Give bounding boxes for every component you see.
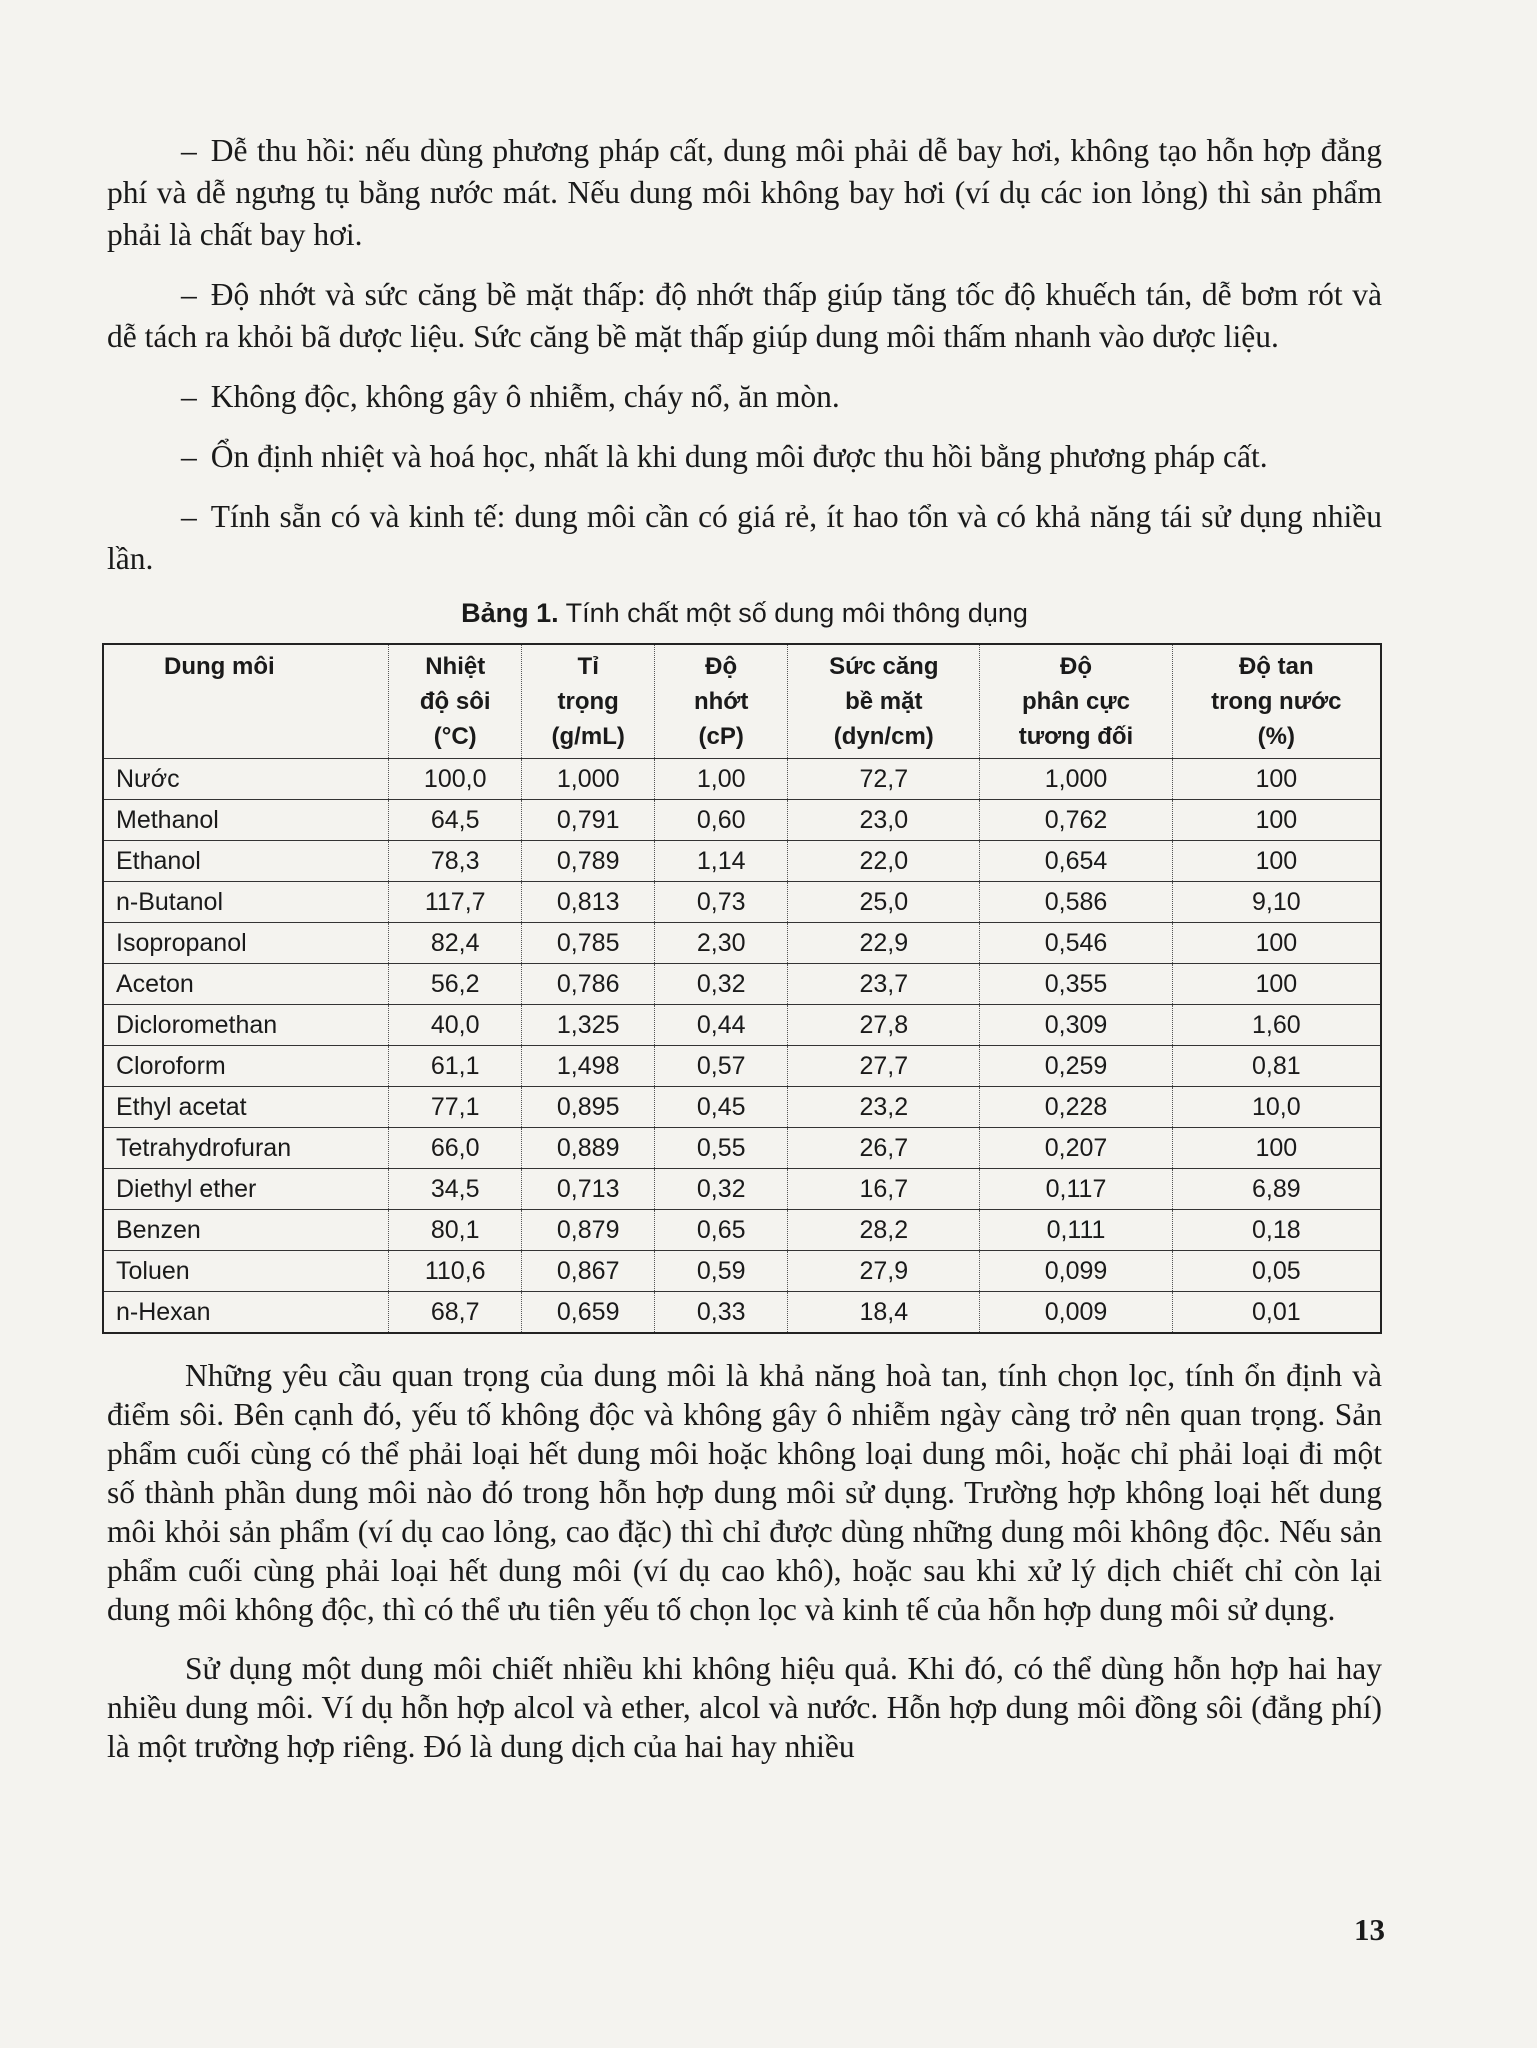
value-cell: 66,0	[389, 1128, 522, 1169]
value-cell: 100	[1172, 964, 1381, 1005]
table-row	[103, 1169, 1381, 1210]
value-cell: 9,10	[1172, 882, 1381, 923]
value-cell: 56,2	[389, 964, 522, 1005]
value-cell: 0,117	[980, 1169, 1172, 1210]
table-body	[103, 759, 1381, 1334]
table-header-row	[103, 644, 1381, 759]
value-cell: 27,9	[788, 1251, 980, 1292]
value-cell: 0,355	[980, 964, 1172, 1005]
value-cell: 68,7	[389, 1292, 522, 1334]
value-cell: 1,60	[1172, 1005, 1381, 1046]
table-row	[103, 1046, 1381, 1087]
bullet-item: – Độ nhớt và sức căng bề mặt thấp: độ nhớt thấp giúp tăng tốc độ khuếch tán, dễ bơm rót và dễ tách ra khỏi bã dược liệu. Sức căng bề mặt thấp giúp dung môi thấm nhanh vào dược liệu.	[107, 277, 1382, 354]
bullet-item: – Dễ thu hồi: nếu dùng phương pháp cất, dung môi phải dễ bay hơi, không tạo hỗn hợp đẳng phí và dễ ngưng tụ bằng nước mát. Nếu dung môi không bay hơi (ví dụ các ion lỏng) thì sản phẩm phải là chất bay hơi.	[107, 133, 1382, 252]
value-cell: 0,259	[980, 1046, 1172, 1087]
table-row	[103, 923, 1381, 964]
value-cell: 0,44	[655, 1005, 788, 1046]
dash: –	[181, 379, 197, 414]
bullet-item: – Ổn định nhiệt và hoá học, nhất là khi dung môi được thu hồi bằng phương pháp cất.	[181, 439, 1268, 474]
value-cell: 1,498	[522, 1046, 655, 1087]
value-cell: 0,33	[655, 1292, 788, 1334]
value-cell: 0,32	[655, 1169, 788, 1210]
value-cell: 1,325	[522, 1005, 655, 1046]
value-cell: 82,4	[389, 923, 522, 964]
value-cell: 22,9	[788, 923, 980, 964]
solvent-properties-table	[102, 643, 1382, 1334]
value-cell: 100	[1172, 841, 1381, 882]
table-row	[103, 1210, 1381, 1251]
value-cell: 0,01	[1172, 1292, 1381, 1334]
column-header: Dung môi	[103, 644, 389, 759]
value-cell: 77,1	[389, 1087, 522, 1128]
table-row	[103, 1251, 1381, 1292]
table-row	[103, 1005, 1381, 1046]
solvent-name-cell: Aceton	[103, 964, 389, 1005]
value-cell: 0,659	[522, 1292, 655, 1334]
value-cell: 10,0	[1172, 1087, 1381, 1128]
value-cell: 61,1	[389, 1046, 522, 1087]
value-cell: 6,89	[1172, 1169, 1381, 1210]
value-cell: 0,813	[522, 882, 655, 923]
value-cell: 110,6	[389, 1251, 522, 1292]
body-text	[107, 1356, 1382, 1766]
solvent-name-cell: Dicloromethan	[103, 1005, 389, 1046]
value-cell: 0,81	[1172, 1046, 1381, 1087]
table-row	[103, 800, 1381, 841]
table-row	[103, 1128, 1381, 1169]
value-cell: 117,7	[389, 882, 522, 923]
value-cell: 100	[1172, 923, 1381, 964]
value-cell: 1,000	[980, 759, 1172, 800]
value-cell: 0,65	[655, 1210, 788, 1251]
table-row	[103, 841, 1381, 882]
value-cell: 100	[1172, 1128, 1381, 1169]
solvent-name-cell: Tetrahydrofuran	[103, 1128, 389, 1169]
table-row	[103, 882, 1381, 923]
solvent-name-cell: Isopropanol	[103, 923, 389, 964]
value-cell: 0,099	[980, 1251, 1172, 1292]
page-number: 13	[1354, 1912, 1385, 1947]
table-caption	[107, 598, 1382, 629]
value-cell: 78,3	[389, 841, 522, 882]
value-cell: 100,0	[389, 759, 522, 800]
solvent-name-cell: Benzen	[103, 1210, 389, 1251]
value-cell: 0,879	[522, 1210, 655, 1251]
dash: –	[181, 133, 197, 168]
value-cell: 0,546	[980, 923, 1172, 964]
value-cell: 0,45	[655, 1087, 788, 1128]
document-page	[107, 130, 1382, 1786]
table-row	[103, 1292, 1381, 1334]
value-cell: 2,30	[655, 923, 788, 964]
column-header: Độ phân cực tương đối	[980, 644, 1172, 759]
value-cell: 16,7	[788, 1169, 980, 1210]
value-cell: 100	[1172, 800, 1381, 841]
requirement-list	[107, 130, 1382, 580]
value-cell: 27,8	[788, 1005, 980, 1046]
value-cell: 0,05	[1172, 1251, 1381, 1292]
value-cell: 18,4	[788, 1292, 980, 1334]
dash: –	[181, 499, 197, 534]
value-cell: 0,18	[1172, 1210, 1381, 1251]
solvent-name-cell: n-Butanol	[103, 882, 389, 923]
column-header: Sức căng bề mặt (dyn/cm)	[788, 644, 980, 759]
value-cell: 0,713	[522, 1169, 655, 1210]
value-cell: 0,55	[655, 1128, 788, 1169]
table-row	[103, 964, 1381, 1005]
value-cell: 22,0	[788, 841, 980, 882]
value-cell: 0,789	[522, 841, 655, 882]
table-row	[103, 1087, 1381, 1128]
value-cell: 0,791	[522, 800, 655, 841]
value-cell: 1,14	[655, 841, 788, 882]
value-cell: 0,009	[980, 1292, 1172, 1334]
solvent-name-cell: Ethanol	[103, 841, 389, 882]
bullet-item: – Tính sẵn có và kinh tế: dung môi cần có giá rẻ, ít hao tổn và có khả năng tái sử dụng nhiều lần.	[107, 499, 1382, 576]
solvent-name-cell: Ethyl acetat	[103, 1087, 389, 1128]
value-cell: 64,5	[389, 800, 522, 841]
value-cell: 40,0	[389, 1005, 522, 1046]
value-cell: 1,00	[655, 759, 788, 800]
value-cell: 0,32	[655, 964, 788, 1005]
value-cell: 0,586	[980, 882, 1172, 923]
value-cell: 0,207	[980, 1128, 1172, 1169]
paragraph: Sử dụng một dung môi chiết nhiều khi không hiệu quả. Khi đó, có thể dùng hỗn hợp hai hay nhiều dung môi. Ví dụ hỗn hợp alcol và ether, alcol và nước. Hỗn hợp dung môi đồng sôi (đẳng phí) là một trường hợp riêng. Đó là dung dịch của hai hay nhiều	[107, 1651, 1382, 1764]
value-cell: 0,786	[522, 964, 655, 1005]
value-cell: 0,73	[655, 882, 788, 923]
bullet-item: – Không độc, không gây ô nhiễm, cháy nổ, ăn mòn.	[181, 379, 840, 414]
column-header: Nhiệt độ sôi (°C)	[389, 644, 522, 759]
value-cell: 1,000	[522, 759, 655, 800]
value-cell: 0,57	[655, 1046, 788, 1087]
solvent-name-cell: Cloroform	[103, 1046, 389, 1087]
table-caption-label: Bảng 1.	[461, 598, 559, 628]
value-cell: 0,228	[980, 1087, 1172, 1128]
value-cell: 23,7	[788, 964, 980, 1005]
value-cell: 0,785	[522, 923, 655, 964]
value-cell: 23,0	[788, 800, 980, 841]
solvent-name-cell: n-Hexan	[103, 1292, 389, 1334]
value-cell: 0,60	[655, 800, 788, 841]
value-cell: 0,889	[522, 1128, 655, 1169]
column-header: Tỉ trọng (g/mL)	[522, 644, 655, 759]
value-cell: 27,7	[788, 1046, 980, 1087]
solvent-name-cell: Methanol	[103, 800, 389, 841]
column-header: Độ nhớt (cP)	[655, 644, 788, 759]
value-cell: 34,5	[389, 1169, 522, 1210]
solvent-name-cell: Diethyl ether	[103, 1169, 389, 1210]
value-cell: 0,867	[522, 1251, 655, 1292]
solvent-name-cell: Nước	[103, 759, 389, 800]
solvent-name-cell: Toluen	[103, 1251, 389, 1292]
paragraph: Những yêu cầu quan trọng của dung môi là khả năng hoà tan, tính chọn lọc, tính ổn định và điểm sôi. Bên cạnh đó, yếu tố không độc và không gây ô nhiễm ngày càng trở nên quan trọng. Sản phẩm cuối cùng có thể phải loại hết dung môi hoặc không loại dung môi, hoặc chỉ phải loại đi một số thành phần dung môi nào đó trong hỗn hợp dung môi sử dụng. Trường hợp không loại hết dung môi khỏi sản phẩm (ví dụ cao lỏng, cao đặc) thì chỉ được dùng những dung môi không độc. Nếu sản phẩm cuối cùng phải loại hết dung môi (ví dụ cao khô), hoặc sau khi xử lý dịch chiết chỉ còn lại dung môi không độc, thì có thể ưu tiên yếu tố chọn lọc và kinh tế của hỗn hợp dung môi sử dụng.	[107, 1358, 1382, 1627]
value-cell: 23,2	[788, 1087, 980, 1128]
value-cell: 0,111	[980, 1210, 1172, 1251]
table-caption-text: Tính chất một số dung môi thông dụng	[558, 598, 1028, 628]
table-row	[103, 759, 1381, 800]
value-cell: 80,1	[389, 1210, 522, 1251]
value-cell: 72,7	[788, 759, 980, 800]
dash: –	[181, 439, 197, 474]
column-header: Độ tan trong nước (%)	[1172, 644, 1381, 759]
value-cell: 26,7	[788, 1128, 980, 1169]
value-cell: 100	[1172, 759, 1381, 800]
value-cell: 0,309	[980, 1005, 1172, 1046]
value-cell: 0,59	[655, 1251, 788, 1292]
value-cell: 25,0	[788, 882, 980, 923]
value-cell: 28,2	[788, 1210, 980, 1251]
value-cell: 0,762	[980, 800, 1172, 841]
dash: –	[181, 277, 197, 312]
value-cell: 0,654	[980, 841, 1172, 882]
value-cell: 0,895	[522, 1087, 655, 1128]
